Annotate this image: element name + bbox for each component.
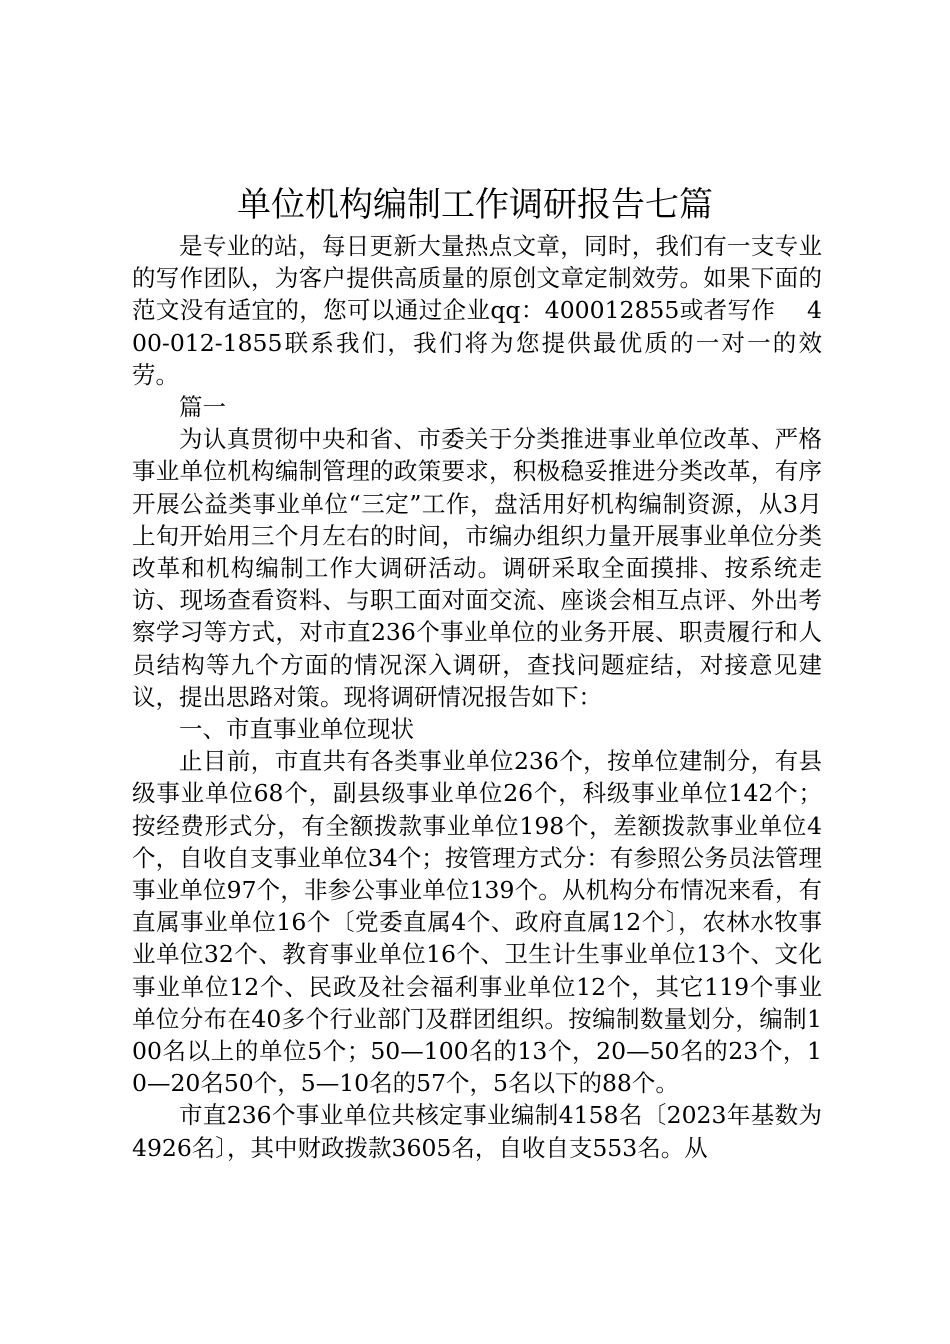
section-label: 篇一 [179,393,226,422]
intro-paragraph: 是专业的站，每日更新大量热点文章，同时，我们有一支专业的写作团队，为客户提供高质量的原创文章定制效劳。如果下面的范文没有适宜的，您可以通过企业qq：400012855或者写作 400-012-1855联系我们，我们将为您提供最优质的一对一的效劳。 [132,232,822,389]
document-title: 单位机构编制工作调研报告七篇 [237,185,713,225]
section-heading: 一、市直事业单位现状 [179,715,414,744]
body-paragraph: 为认真贯彻中央和省、市委关于分类推进事业单位改革、严格事业单位机构编制管理的政策要求，积极稳妥推进分类改革，有序开展公益类事业单位“三定”工作，盘活用好机构编制资源，从3月上旬开始用三个月左右的时间，市编办组织力量开展事业单位分类改革和机构编制工作大调研活动。调研采取全面摸排、按系统走访、现场查看资料、与职工面对面交流、座谈会相互点评、外出考察学习等方式，对市直236个事业单位的业务开展、职责履行和人员结构等九个方面的情况深入调研，查找问题症结，对接意见建议，提出思路对策。现将调研情况报告如下： [132,425,822,711]
body-paragraph: 市直236个事业单位共核定事业编制4158名〔2023年基数为4926名〕，其中财政拨款3605名，自收自支553名。从 [132,1101,822,1162]
document-body [132,230,822,1164]
body-paragraph: 止目前，市直共有各类事业单位236个，按单位建制分，有县级事业单位68个，副县级事业单位26个，科级事业单位142个；按经费形式分，有全额拨款事业单位198个，差额拨款事业单位4个，自收自支事业单位34个；按管理方式分：有参照公务员法管理事业单位97个，非参公事业单位139个。从机构分布情况来看，有直属事业单位16个〔党委直属4个、政府直属12个〕，农林水牧事业单位32个、教育事业单位16个、卫生计生事业单位13个、文化事业单位12个、民政及社会福利事业单位12个，其它119个事业单位分布在40多个行业部门及群团组织。按编制数量划分，编制100名以上的单位5个；50—100名的13个，20—50名的23个，10—20名50个，5—10名的57个，5名以下的88个。 [132,747,822,1098]
